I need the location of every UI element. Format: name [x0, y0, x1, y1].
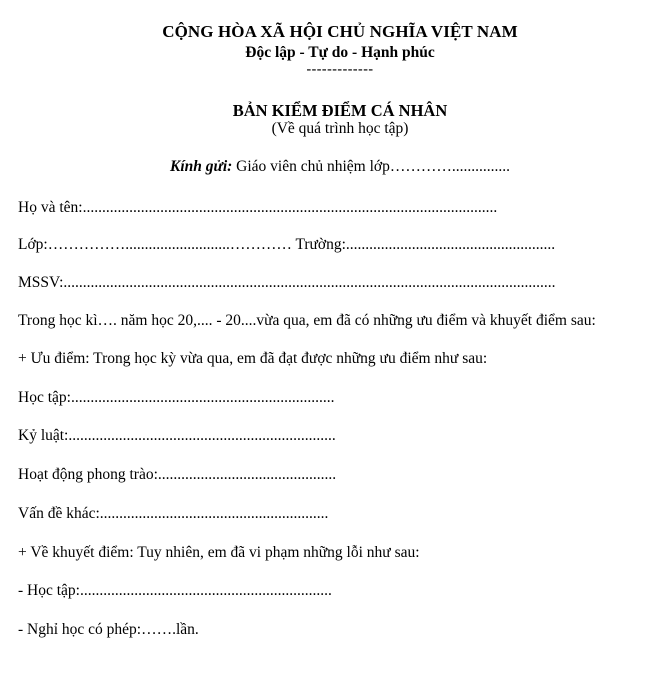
national-title: CỘNG HÒA XÃ HỘI CHỦ NGHĨA VIỆT NAM	[162, 22, 518, 41]
field-discipline: Kỷ luật:.....................................................................	[18, 427, 336, 444]
weaknesses-heading: + Về khuyết điểm: Tuy nhiên, em đã vi phạm những lỗi như sau:	[18, 544, 420, 561]
header-separator: -------------	[306, 62, 374, 77]
document-subtitle: (Về quá trình học tập)	[271, 120, 409, 137]
national-motto: Độc lập - Tự do - Hạnh phúc	[245, 44, 435, 61]
document-title: BẢN KIỂM ĐIỂM CÁ NHÂN	[232, 101, 448, 120]
recipient-line	[0, 158, 650, 176]
field-other-issues: Vấn đề khác:...........................................................	[18, 505, 329, 522]
field-activities: Hoạt động phong trào:..............................................	[18, 466, 337, 483]
semester-intro: Trong học kì…. năm học 20,.... - 20....vừa qua, em đã có những ưu điểm và khuyết điểm sau:	[18, 312, 596, 329]
recipient-label: Kính gửi:	[170, 158, 233, 175]
recipient-text: Giáo viên chủ nhiệm lớp…………...............	[232, 158, 510, 175]
field-excused-absence: - Nghỉ học có phép:…….lần.	[18, 621, 199, 638]
strengths-heading: + Ưu điểm: Trong học kỳ vừa qua, em đã đạt được những ưu điểm như sau:	[18, 350, 488, 367]
field-study: Học tập:....................................................................	[18, 389, 335, 406]
field-class-school: Lớp:……………...........................………… Trường:......................................................	[18, 236, 556, 253]
field-full-name: Họ và tên:...........................................................................................................	[18, 199, 498, 216]
field-weakness-study: - Học tập:.................................................................	[18, 582, 332, 599]
field-student-id: MSSV:...............................................................................................................................	[18, 274, 556, 291]
